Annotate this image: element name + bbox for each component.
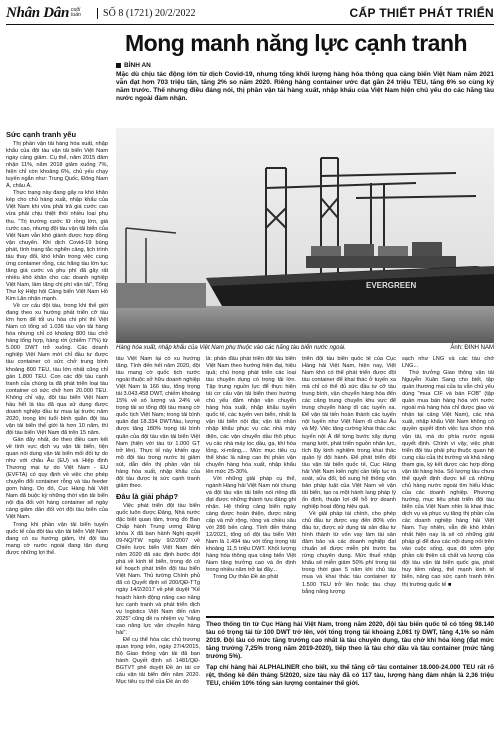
column-paragraph: là: phấn đấu phát triển đội tàu biển Việt Nam theo hướng hiện đại, hiệu quả; chú trọng phát triển các loại tàu chuyên dụng có trọng tải lớn. Tập trung nguồn lực để thực hiện tái cơ cấu vận tải biển theo hướng chú yếu đảm nhận vận chuyển hàng hóa xuất, nhập khẩu tuyến quốc tế, các tuyến ven biển, nhất là vận tải biển nội địa; vận tải nhận nhập khẩu phục vụ các nhà máy điện, các vận chuyển dầu thô phục vụ các nhà máy lọc dầu, gạ, khí hóa lỏng, xi-măng,... Mức mục tiêu cụ thể khác là nâng cao thị phần vận chuyển hàng hóa xuất, nhập khẩu lên mức 25-30%. bbox=[206, 356, 296, 475]
column-paragraph: Thị phần vận tải hàng hóa xuất, nhập khẩu của đội tàu vận tải biển Việt Nam ngày càng giảm. Cụ thể, năm 2015 đảm nhận 11%, năm 2018 giảm xuống 7%, hiện chỉ còn khoảng 6%, chủ yếu chạy tuyến ngắn như: Trung Quốc, Đông Nam Á, châu Á. bbox=[6, 141, 108, 190]
column-paragraph: Trong Dự thảo Đề án phát bbox=[213, 574, 279, 581]
article-column-2 bbox=[116, 356, 200, 730]
article-byline bbox=[116, 62, 151, 69]
callout-paragraph: Theo thống tin từ Cục Hàng hải Việt Nam, trong năm 2020, đội tàu biển quốc tế có tổng 98.140 tàu có trọng tải từ 100 DWT trở lên, với tổng trọng tải khoảng 2,061 tỷ DWT, tăng 4,1% so năm 2019. Đội tàu có mức tăng trưởng cao nhất là tàu chuyên dụng, tàu chở khí hóa lỏng (đạt mức tăng trưởng 7,25% trong năm 2019-2020), tiếp theo là tàu chở dầu và tàu container (mức tăng trưởng 5%). bbox=[206, 621, 494, 660]
photo-caption: Hàng hóa xuất, nhập khẩu của Việt Nam phụ thuộc vào các hãng tàu biển nước ngoài. bbox=[116, 345, 346, 351]
column-subhead: Sức cạnh tranh yếu bbox=[6, 130, 77, 139]
newspaper-logo: Nhân Dân bbox=[6, 4, 70, 21]
port-photo-illustration bbox=[116, 128, 494, 343]
masthead bbox=[6, 3, 494, 23]
article-column-1 bbox=[6, 128, 108, 730]
byline-author: BÌNH AN bbox=[124, 62, 151, 69]
article-photo bbox=[116, 128, 494, 343]
article-column-4 bbox=[302, 356, 396, 612]
column-paragraph: Việc phát triển đội tàu biển quốc luôn được Đảng, Nhà nước đặc biệt quan tâm, trong đó Ban Chấp hành Trung ương Đảng khóa X đã ban hành Nghị quyết 09-NQ/TW ngày 9/2/2007 về Chiến lược biển Việt Nam đến năm 2020 đã xác định bước đột phá về kinh tế biển, trong đó có kế hoạch phát triển đội tàu biển Việt Nam. Thủ tướng Chính phủ đã có Quyết định số 200/QĐ-TTg ngày 14/2/2017 về phê duyệt "Kế hoạch hành động nâng cao năng lực cạnh tranh và phát triển dịch vụ logistics Việt Nam đến năm 2025" cũng đề ra nhiệm vụ "nâng cao năng lực vận chuyển hàng hải". bbox=[116, 502, 200, 636]
column-paragraph: Thực trạng này đang gây ra khó khăn kép cho chủ hàng xuất, nhập khẩu của Việt Nam khi vừa phải trả giá cước cao vừa phải chịu thiệt thòi nhiều loại phụ thu. "Trị trường cước lữ rồng lớn, giá cước cao, nhưng đội tàu vận tải biển của Việt Nam vẫn khó giành được hợp đồng vận chuyển. Khi dịch Covid-19 bùng phát, tình trạng tắc nghẽn cảng, lịch trình tàu thay đổi, khó khăn trong việc cung ứng container rỗng, các hãng tàu lớn tục tăng giá cước và phụ phí đã gây rất nhiều khó khăn cho các doanh nghiệp Việt Nam, làm tăng chi phí vận tải", Tổng Thư ký Hiệp hội Cảng biển Việt Nam Hồ Kim Lân nhận mạnh. bbox=[6, 190, 108, 303]
article-column-3 bbox=[206, 356, 296, 612]
column-paragraph: Gần đây nhất, do theo điều cam kết về tính vực dịch vụ vận tải biển, tiện quan nói dung vận tải biển mối đối tự do như với châu Âu (EU) và Hiệp định Thương mại tự do Việt Nam - EU (EVFTA) có quy định về việc cho phép chuyển đổi container rỗng và tàu feeder gom hàng. Do đó, Cục Hàng hải Việt Nam đã buộc kỳ những thời vận tải biển nội địa đối với hàng container sẽ ngày càng giảm dần đối với đội tàu biển của Việt Nam. bbox=[6, 436, 108, 521]
column-paragraph: tàu Việt Nam lại có xu hướng tăng. Tính đến hết năm 2020, đội tàu mang cờ quốc tịch nước ngoài thuộc sở hữu doanh nghiệp Việt Nam là 166 tàu, tổng trọng tải 3.043.458 DWT, chiếm khoảng 15% về số lượng và 24% về trọng tải so tổng đội tàu mang cờ quốc tịch Việt Nam; trong tải bình quân đạt 18.334 DWT/tàu, lượng được tăng 180% trọng tải bình quân của đội tàu vận tải biển Việt Nam (hiện với tàu từ 1.000 GT trở lên). Thực tế này khiến quy mô đội tàu trong nước bị giảm sút, dẫn đến thị phần vận tải hàng hóa xuất, nhập khẩu của đội tàu được bị sức cạnh tranh giảm theo. bbox=[116, 356, 200, 489]
column-paragraph: Về cơ cấu đội tàu, trong khi thế giới đang theo xu hướng phát triển cỡ tàu lớn hơn để tối ưu hóa chi phí thì Việt Nam có tổng số 1.036 tàu vận tải hàng hóa nhưng chỉ có khoảng 800 tàu chở hàng tổng hợp, hàng rời (chiếm 77%) từ 5.000 DWT trở xuống. Các doanh nghiệp Việt Nam mới chỉ đầu tư được tàu container có sức chở trung bình khoảng 800 TEU, tàu lớn nhất cũng chỉ gần 1.800 TEU. Con các đội tàu cạnh tranh của chúng ta đã phát triển loại tàu container có sức chở hơn 20.000 TEU. Không chỉ vậy, đội tàu biển Việt Nam hầu hết là tàu đã qua sử dụng được doanh nghiệp đầu tư mua lại trước năm 2020, trong khi tuổi bình quân đội tàu vận tải biển thế giới là hơn 10 năm, thì đội tàu biển Việt Nam đã trên 15 năm. bbox=[6, 303, 108, 436]
photo-caption-row bbox=[116, 345, 494, 351]
callout-paragraph: Tạp chí hàng hải ALPHALINER cho biết, xu thế tăng cỡ tàu container 18.000-24.000 TEU rất rõ rệt, thống kê đến tháng 5/2020, size tàu này đã có 117 tàu, lượng hàng đảm nhận là 2,36 triệu TEU, chiếm 10% tổng sản lượng container thế giới. bbox=[206, 664, 494, 687]
byline-square-icon bbox=[116, 63, 121, 68]
column-paragraph: Với những giải pháp cụ thể, ngành Hàng hải Việt Nam nói chung và đội tàu vận tải biển nói riêng đã đạt được những thành tựu đáng ghi nhận. Hệ thống cảng biển ngày càng được hoàn thiện, được nâng cấp và mở rộng, rồng và chiều sâu với 286 bến cảng. Tính đến tháng 12/2021, tổng số đội tàu biển Việt Nam là 1.494 tàu với tổng trọng tải khoảng 11,5 triệu DWT. Khối lượng hàng hóa thông qua cảng biển Việt Nam tăng trưởng cao và ổn định trong nhiều năm trở lại đây... bbox=[206, 475, 296, 574]
photo-credit: Ảnh: ĐINH NAM bbox=[450, 345, 494, 351]
article-column-5 bbox=[402, 356, 494, 612]
issue-info: SỐ 8 (1721) 20/2/2022 bbox=[97, 8, 196, 19]
article-headline: Mong manh năng lực cạnh tranh bbox=[125, 30, 468, 56]
column-paragraph: Thứ trưởng Giao thông vận tải Nguyễn Xuân Sang cho biết, tập quán thương mại của ta vẫn chủ yếu dùng "mua CIF và bán FOB" (tập quán mua bán hàng hóa với nước ngoài mà hàng hóa chỉ được giao và nhận tại cảng Việt Nam), các nhà xuất, nhập khẩu Việt Nam không có quyền quyết định việc lựa chọn nhà vận tải, mà do phía nước ngoài quyết định. Chính vì vậy, việc phát triển đội tàu phải phụ thuộc quan hệ cung cầu của thị trường và khả năng tham gia, kỳ kết được các hợp đồng vận tải hàng hóa. Số lượng tàu chưa thể quyết định được kể cả những chủ hàng nước ngoài tìm hiểu khác của các doanh nghiệp. Phương hướng, mục tiêu phát triển đội tàu biển của Việt Nam nhìn là khai thác dịch vụ và phục vụ tăng thị phần của các doanh nghiệp hàng hải Việt Nam. Tuy nhiên, vẫn đề khó khăn nhất hiện nay là sẽ có những giải pháp gì để đưa các nội dung nói trên vào cuộc sống, qua đó sớm góp phần cải thiện cả chất và lượng của đội tàu vận tải biển quốc gia, phát huy tiềm năng, thế mạnh kinh tế biển, nâng cao sức cạnh tranh trên thị trường quốc tế ■ bbox=[402, 370, 494, 588]
ship-hull-text: EVERGREEN bbox=[366, 281, 417, 290]
column-paragraph: Về giải pháp tài chính, cho phép chủ đầu tư được vay đến 80% vốn đầu tư, được sử dụng tài sản đầu tư hình thành từ vốn vay làm tài sản đảm bảo và các doanh nghiệp đạt chuẩn sẽ được miễn phí trước ba rừng chuyên dụng. Mức thuế nhập khẩu sẽ miễn giảm 50% phí trong tài trong thời gian 5 năm khi chủ tàu mua và khai thác tàu container từ 1.500 TEU trở lên hoặc tàu chạy bằng năng lượng bbox=[302, 511, 396, 595]
column-subhead: Đâu là giải pháp? bbox=[116, 491, 179, 501]
newspaper-logo-sub: cuối tuần bbox=[71, 7, 81, 18]
article-lead: Mặc dù chịu tác động lớn từ dịch Covid-19, nhưng tổng khối lượng hàng hóa thông qua cảng biển Việt Nam năm 2021 vẫn đạt hơn 703 triệu tấn, tăng 2% so năm 2020. Riêng hàng container ước đạt gần 24 triệu TEU, tăng 6% so cùng kỳ năm trước. Thế nhưng điều đáng nói, thị phần vận tải hàng xuất, nhập khẩu của Việt Nam hiện chủ yếu do các hãng tàu nước ngoài đảm nhận. bbox=[116, 71, 494, 102]
column-paragraph: triển đội tàu biển quốc tế của Cục Hàng hải Việt Nam, hiện nay, Việt Nam khó có thể phát triển được đội tàu container để khai thác ở tuyến xa mà chỉ có thể đủ sức đầu tư cỡ tàu trung bình, vận chuyển hàng hóa đến các cảng trung chuyển khu vực để trung chuyển hàng đi các tuyến xa. Để vận tải tiến hoàn thành các tuyến nội tuyến như Việt Nam đi châu Âu và Mỹ. Việc tăng cường khai thác các tuyến nội Á để từng bước xây dựng mạng lưới, phát triển nguồn nhân lực, tích lũy kinh nghiệm trong khai thác quản lý đội hành. Để phát triển đội tàu vận tải biển quốc tế, Cục Hàng hải Việt Nam kiến nghị cần tiếp tục rà soát, sửa đổi, bổ sung hệ thống văn bản pháp luật của Việt Nam về vận tải biển, tạo ra một hành lang pháp lý ổn định, thuận lợi để hỗ trợ doanh nghiệp hoạt động hiệu quả. bbox=[302, 356, 396, 510]
column-paragraph: Trong khi phần vận tải biển tuyến quốc tế của đội tàu vận tải biển Việt Nam đang có xu hướng giảm, thì đội tàu mang cờ nước ngoài đang tận dụng được những lợi thế. bbox=[6, 521, 108, 556]
article-callout bbox=[206, 616, 494, 688]
section-title: CẤP THIẾT PHÁT TRIỂN bbox=[349, 6, 494, 20]
column-paragraph: sạch như LNG và các tàu chở LNG... bbox=[402, 356, 494, 370]
masthead-rule bbox=[6, 24, 494, 25]
column-paragraph: Để cụ thể hóa các chủ trương quan trọng trên, ngày 27/4/2015, Bộ Giao thông vận tải đã ban hành Quyết định số 1481/QĐ-BGTVT phê duyệt Đề án tái cơ cấu vận tải biển đến năm 2020. Mục tiêu cụ thể của Đề án đó bbox=[116, 636, 200, 686]
